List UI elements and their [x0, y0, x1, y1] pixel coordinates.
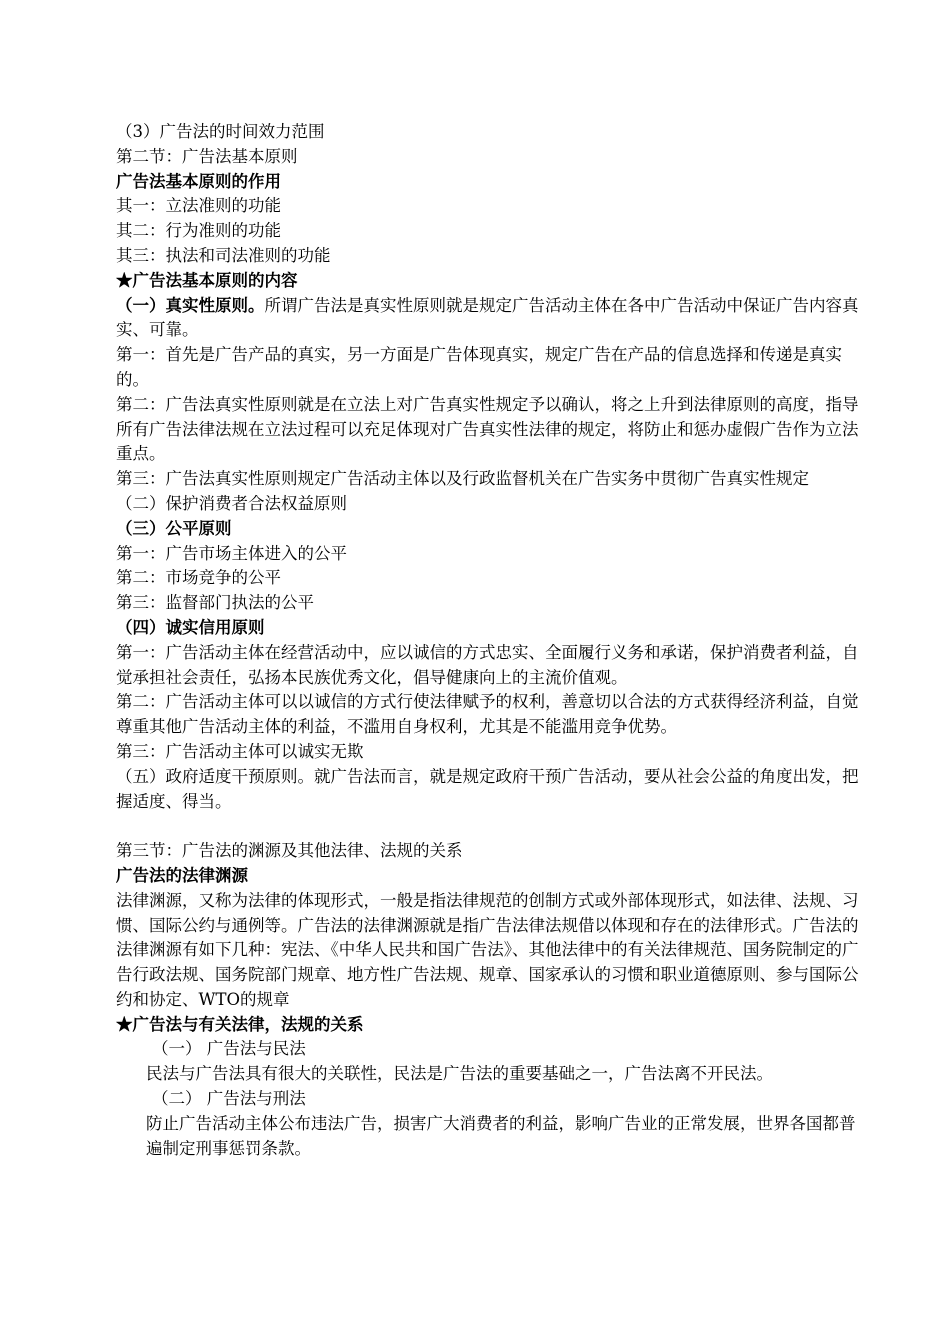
paragraph: （五）政府适度干预原则。就广告法而言，就是规定政府干预广告活动，要从社会公益的角度出发，把握适度、得当。 [116, 766, 859, 811]
text-line: 其一：立法准则的功能 [116, 196, 281, 216]
document-page [116, 120, 864, 1161]
paragraph: 第一：首先是广告产品的真实，另一方面是广告体现真实，规定广告在产品的信息选择和传递是真实的。 [116, 345, 842, 389]
paragraph-text: 所谓广告法是真实性原则就是规定广告活动主体在各中广告活动中保证广告内容真实、可靠。 [116, 295, 859, 340]
paragraph: 法律渊源，又称为法律的体现形式，一般是指法律规范的创制方式或外部体现形式，如法律、法规、习惯、国际公约与通例等。广告法的法律渊源就是指广告法律法规借以体现和存在的法律形式。广告法的法律渊源有如下几种：宪法、《中华人民共和国广告法》、其他法律中的有关法律规范、国务院制定的广告行政法规、国务院部门规章、地方性广告法规、规章、国家承认的习惯和职业道德原则、参与国际公约和协定、WTO的规章 [116, 890, 859, 1009]
text-line: 其三：执法和司法准则的功能 [116, 245, 331, 265]
blank-line [116, 814, 864, 839]
text-line: 第三：监督部门执法的公平 [116, 593, 314, 613]
section-heading: 第三节：广告法的渊源及其他法律、法规的关系 [116, 841, 463, 861]
indented-paragraph: 民法与广告法具有很大的关联性，民法是广告法的重要基础之一，广告法离不开民法。 [146, 1064, 773, 1084]
paragraph [116, 294, 864, 344]
text-line: 第一：广告市场主体进入的公平 [116, 543, 347, 563]
text-line: 其二：行为准则的功能 [116, 221, 281, 241]
paragraph: 第二：广告法真实性原则就是在立法上对广告真实性规定予以确认，将之上升到法律原则的高度，指导所有广告法律法规在立法过程可以充足体现对广告真实性法律的规定，将防止和惩办虚假广告作为立法重点。 [116, 394, 859, 464]
subheading: （二） 广告法与刑法 [152, 1089, 306, 1109]
bold-heading: 广告法的法律渊源 [116, 865, 248, 885]
indented-paragraph: 防止广告活动主体公布违法广告，损害广大消费者的利益，影响广告业的正常发展，世界各国都普遍制定刑事惩罚条款。 [146, 1113, 856, 1158]
bold-heading: 广告法基本原则的作用 [116, 171, 281, 191]
text-line: 第二：市场竞争的公平 [116, 568, 281, 588]
section-heading: 第二节：广告法基本原则 [116, 146, 298, 166]
paragraph: 第二：广告活动主体可以以诚信的方式行使法律赋予的权利，善意切以合法的方式获得经济利益，自觉尊重其他广告活动主体的利益，不滥用自身权利，尤其是不能滥用竞争优势。 [116, 692, 859, 737]
text-line: （二）保护消费者合法权益原则 [116, 493, 347, 513]
bold-heading: ★广告法与有关法律，法规的关系 [116, 1014, 364, 1034]
paragraph: 第三：广告法真实性原则规定广告活动主体以及行政监督机关在广告实务中贯彻广告真实性规定 [116, 469, 809, 489]
subheading: （一） 广告法与民法 [152, 1039, 306, 1059]
text-line: 第三：广告活动主体可以诚实无欺 [116, 741, 364, 761]
bold-heading: （四）诚实信用原则 [116, 617, 265, 637]
text-line: （3）广告法的时间效力范围 [116, 122, 325, 141]
paragraph: 第一：广告活动主体在经营活动中，应以诚信的方式忠实、全面履行义务和承诺，保护消费者利益，自觉承担社会责任，弘扬本民族优秀文化，倡导健康向上的主流价值观。 [116, 642, 859, 687]
bold-heading: （三）公平原则 [116, 518, 232, 538]
bold-lead: （一）真实性原则。 [116, 295, 265, 315]
bold-heading: ★广告法基本原则的内容 [116, 270, 298, 290]
